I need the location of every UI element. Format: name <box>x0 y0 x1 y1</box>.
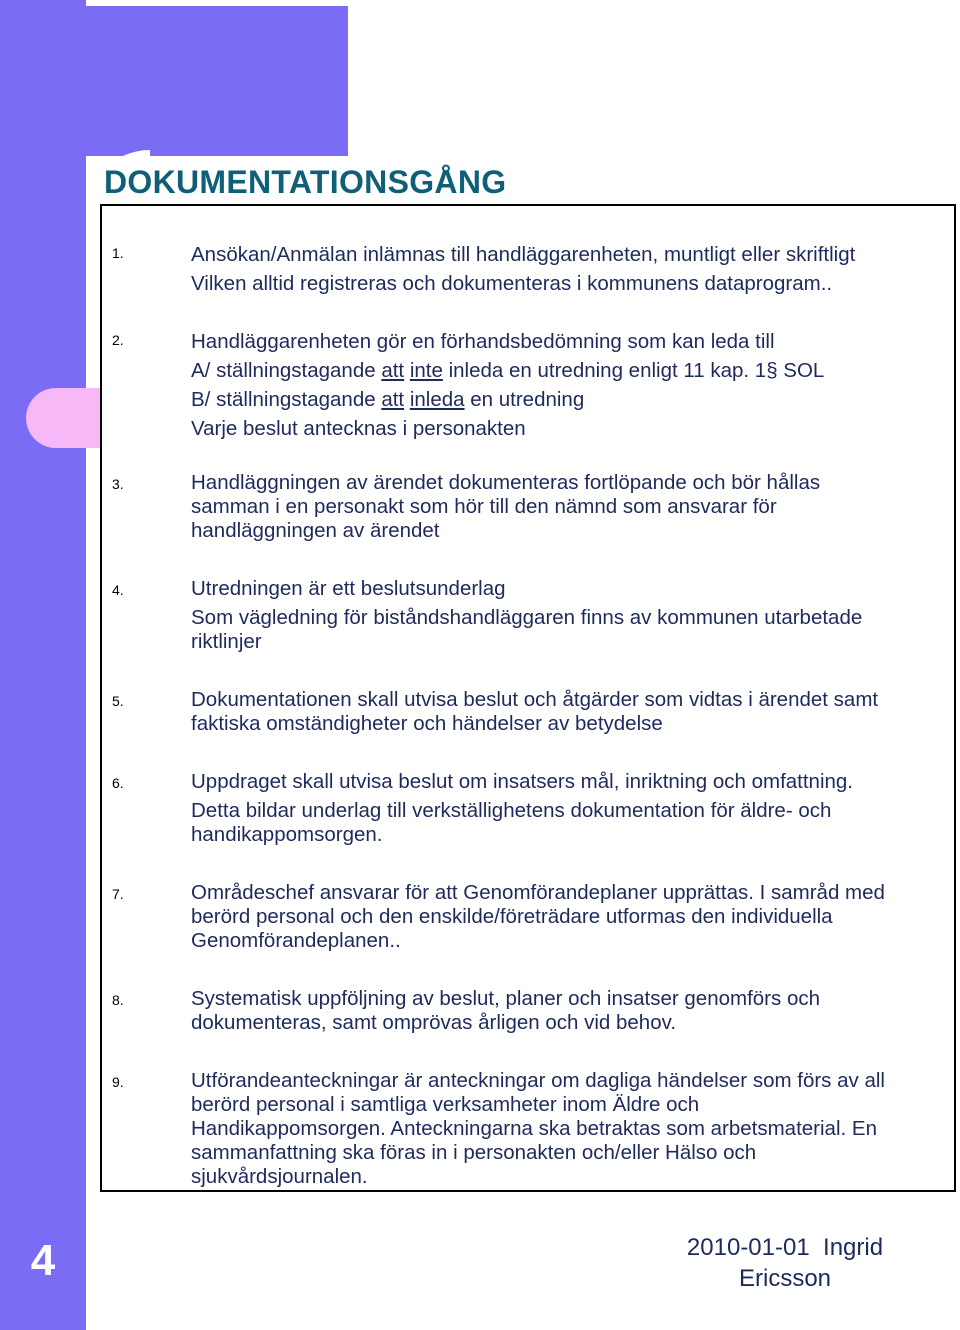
item-line: samman i en personakt som hör till den nämnd som ansvarar för <box>191 495 777 518</box>
item-number: 3. <box>112 476 124 492</box>
item-number: 5. <box>112 693 124 709</box>
footer-date: 2010-01-01 <box>686 1234 810 1261</box>
page-number: 4 <box>30 1236 56 1285</box>
content-box <box>100 204 956 1192</box>
item-line: Områdeschef ansvarar för att Genomförandeplaner upprättas. I samråd med <box>191 881 885 904</box>
item-line: Utförandeanteckningar är anteckningar om dagliga händelser som förs av all <box>191 1069 885 1092</box>
left-sidebar-band <box>0 0 86 1330</box>
item-line: Genomförandeplanen.. <box>191 929 401 952</box>
item-number: 7. <box>112 886 124 902</box>
top-corner-band <box>0 6 348 156</box>
item-number: 6. <box>112 775 124 791</box>
item-line: Detta bildar underlag till verkställighetens dokumentation för äldre- och <box>191 799 832 822</box>
item-line: Handläggningen av ärendet dokumenteras fortlöpande och bör hållas <box>191 471 821 494</box>
item-line: Som vägledning för biståndshandläggaren finns av kommunen utarbetade <box>191 606 863 629</box>
item-line: sjukvårdsjournalen. <box>191 1165 368 1188</box>
item-line: A/ ställningstagande att inte inleda en utredning enligt 11 kap. 1§ SOL <box>191 359 825 382</box>
item-line: Handläggarenheten gör en förhandsbedömning som kan leda till <box>191 330 775 353</box>
item-line: dokumenteras, samt omprövas årligen och vid behov. <box>191 1011 677 1034</box>
footer-author-last: Ericsson <box>738 1265 832 1292</box>
item-number: 4. <box>112 582 124 598</box>
item-number: 8. <box>112 992 124 1008</box>
item-line: Varje beslut antecknas i personakten <box>191 417 526 440</box>
pink-accent-tab <box>26 388 106 448</box>
item-line: riktlinjer <box>191 630 262 653</box>
item-line: Handikappomsorgen. Anteckningarna ska betraktas som arbetsmaterial. En <box>191 1117 877 1140</box>
item-line: Dokumentationen skall utvisa beslut och åtgärder som vidtas i ärendet samt <box>191 688 879 711</box>
item-line: berörd personal i samtliga verksamheter inom Äldre och <box>191 1093 700 1116</box>
item-line: berörd personal och den enskilde/företrädare utformas den individuella <box>191 905 833 928</box>
item-line: sammanfattning ska föras in i personakten och/eller Hälso och <box>191 1141 757 1164</box>
item-line: Vilken alltid registreras och dokumenteras i kommunens dataprogram.. <box>191 272 833 295</box>
item-line: handläggningen av ärendet <box>191 519 440 542</box>
item-line: Uppdraget skall utvisa beslut om insatsers mål, inriktning och omfattning. <box>191 770 854 793</box>
footer-signature <box>660 1232 910 1294</box>
item-number: 9. <box>112 1074 124 1090</box>
item-line: Ansökan/Anmälan inlämnas till handläggarenheten, muntligt eller skriftligt <box>191 243 856 266</box>
item-number: 1. <box>112 245 124 261</box>
item-line: faktiska omständigheter och händelser av betydelse <box>191 712 663 735</box>
item-line: Systematisk uppföljning av beslut, planer och insatser genomförs och <box>191 987 821 1010</box>
footer-author-first: Ingrid <box>823 1234 884 1261</box>
item-line: Utredningen är ett beslutsunderlag <box>191 577 506 600</box>
item-line: handikappomsorgen. <box>191 823 383 846</box>
page-title: DOKUMENTATIONSGÅNG <box>104 164 507 200</box>
item-line: B/ ställningstagande att inleda en utredning <box>191 388 585 411</box>
item-number: 2. <box>112 332 124 348</box>
